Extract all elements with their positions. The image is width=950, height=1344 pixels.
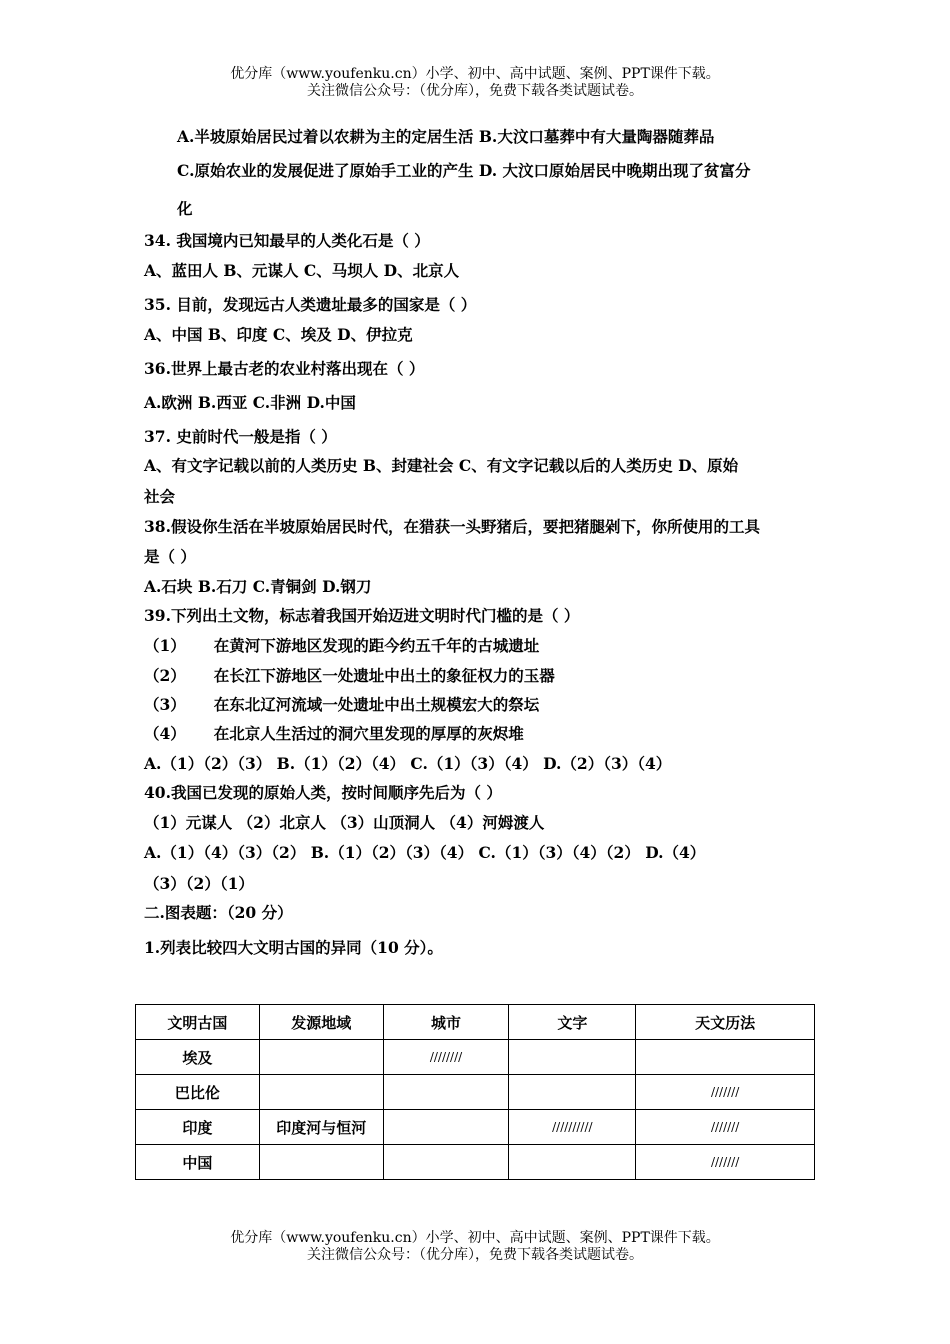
q39-item-4-text: 在北京人生活过的洞穴里发现的厚厚的灰烬堆 <box>213 724 524 743</box>
q38-stem-line-2: 是（ ） <box>144 547 196 566</box>
q36-stem: 36.世界上最古老的农业村落出现在（ ） <box>144 359 425 378</box>
table-row <box>136 1075 815 1110</box>
footer-line-2: 关注微信公众号：（优分库），免费下载各类试题试卷。 <box>307 1247 643 1263</box>
q38-options: A.石块 B.石刀 C.青铜剑 D.钢刀 <box>144 577 372 596</box>
q40-items: （1）元谋人 （2）北京人 （3）山顶洞人 （4）河姆渡人 <box>144 813 545 832</box>
header-line-1: 优分库（www.youfenku.cn）小学、初中、高中试题、案例、PPT课件下载。 <box>230 66 720 82</box>
q36-options: A.欧洲 B.西亚 C.非洲 D.中国 <box>144 393 356 412</box>
q39-item-1-text: 在黄河下游地区发现的距今约五千年的古城遗址 <box>213 636 540 655</box>
q35-stem: 35. 目前，发现远古人类遗址最多的国家是（ ） <box>144 295 477 314</box>
table-cell: //////// <box>383 1040 509 1075</box>
q33-options-line-3: 化 <box>177 199 193 218</box>
q40-stem: 40.我国已发现的原始人类，按时间顺序先后为（ ） <box>144 783 502 802</box>
table-cell <box>259 1075 383 1110</box>
table-row <box>136 1110 815 1145</box>
q39-item-2-text: 在长江下游地区一处遗址中出土的象征权力的玉器 <box>213 666 555 685</box>
table-cell <box>509 1145 636 1180</box>
table-cell: ////////// <box>509 1110 636 1145</box>
footer-line-1: 优分库（www.youfenku.cn）小学、初中、高中试题、案例、PPT课件下载。 <box>230 1230 720 1246</box>
table-header-cell: 文字 <box>509 1005 636 1040</box>
header-line-2: 关注微信公众号：（优分库），免费下载各类试题试卷。 <box>307 83 643 99</box>
section-2-q1: 1.列表比较四大文明古国的异同（10 分）。 <box>144 938 443 957</box>
table-row <box>136 1040 815 1075</box>
q40-options-line-1: A.（1）（4）（3）（2） B.（1）（2）（3）（4） C.（1）（3）（4）（2） D.（4） <box>144 843 706 862</box>
q37-options-line-1: A、有文字记载以前的人类历史 B、封建社会 C、有文字记载以后的人类历史 D、原始 <box>144 456 739 475</box>
q39-item-3-text: 在东北辽河流域一处遗址中出土规模宏大的祭坛 <box>213 695 540 714</box>
q39-item-4-num: （4） <box>144 724 186 743</box>
table-cell: 中国 <box>136 1145 260 1180</box>
table-header-cell: 发源地域 <box>259 1005 383 1040</box>
q33-options-line-1: A.半坡原始居民过着以农耕为主的定居生活 B.大汶口墓葬中有大量陶器随葬品 <box>177 127 715 146</box>
table-cell <box>259 1040 383 1075</box>
q34-options: A、蓝田人 B、元谋人 C、马坝人 D、北京人 <box>144 261 460 280</box>
civilization-comparison-table <box>135 1004 815 1180</box>
table-cell <box>509 1075 636 1110</box>
table-cell <box>259 1145 383 1180</box>
table-header-cell: 天文历法 <box>636 1005 815 1040</box>
q39-item-1-num: （1） <box>144 636 186 655</box>
table-cell: 埃及 <box>136 1040 260 1075</box>
page-footer <box>0 1230 950 1264</box>
q35-options: A、中国 B、印度 C、埃及 D、伊拉克 <box>144 325 413 344</box>
q39-item-3-num: （3） <box>144 695 186 714</box>
q34-stem: 34. 我国境内已知最早的人类化石是（ ） <box>144 231 430 250</box>
table-cell <box>636 1040 815 1075</box>
q39-options: A.（1）（2）（3） B.（1）（2）（4） C.（1）（3）（4） D.（2）（3）（4） <box>144 754 672 773</box>
q39-item-2-num: （2） <box>144 666 186 685</box>
q40-options-line-2: （3）（2）（1） <box>144 874 254 893</box>
table-cell: 巴比伦 <box>136 1075 260 1110</box>
q33-options-line-2: C.原始农业的发展促进了原始手工业的产生 D. 大汶口原始居民中晚期出现了贫富分 <box>177 161 751 180</box>
q39-stem: 39.下列出土文物，标志着我国开始迈进文明时代门槛的是（ ） <box>144 606 580 625</box>
q37-stem: 37. 史前时代一般是指（ ） <box>144 427 337 446</box>
table-header-cell: 城市 <box>383 1005 509 1040</box>
table-cell <box>383 1110 509 1145</box>
table-cell <box>509 1040 636 1075</box>
q39-item-4 <box>144 724 524 744</box>
page-header <box>0 66 950 100</box>
q37-options-line-2: 社会 <box>144 487 176 506</box>
table-header-cell: 文明古国 <box>136 1005 260 1040</box>
section-2-title: 二.图表题：（20 分） <box>144 903 293 922</box>
table-cell: 印度河与恒河 <box>259 1110 383 1145</box>
table-cell: /////// <box>636 1110 815 1145</box>
table-header-row <box>136 1005 815 1040</box>
table-cell <box>383 1145 509 1180</box>
q39-item-1 <box>144 636 539 656</box>
q39-item-3 <box>144 695 539 715</box>
q38-stem-line-1: 38.假设你生活在半坡原始居民时代，在猎获一头野猪后，要把猪腿剁下，你所使用的工具 <box>144 517 760 536</box>
table-cell <box>383 1075 509 1110</box>
table-row <box>136 1145 815 1180</box>
q39-item-2 <box>144 666 555 686</box>
table-cell: /////// <box>636 1075 815 1110</box>
table-cell: /////// <box>636 1145 815 1180</box>
table-cell: 印度 <box>136 1110 260 1145</box>
